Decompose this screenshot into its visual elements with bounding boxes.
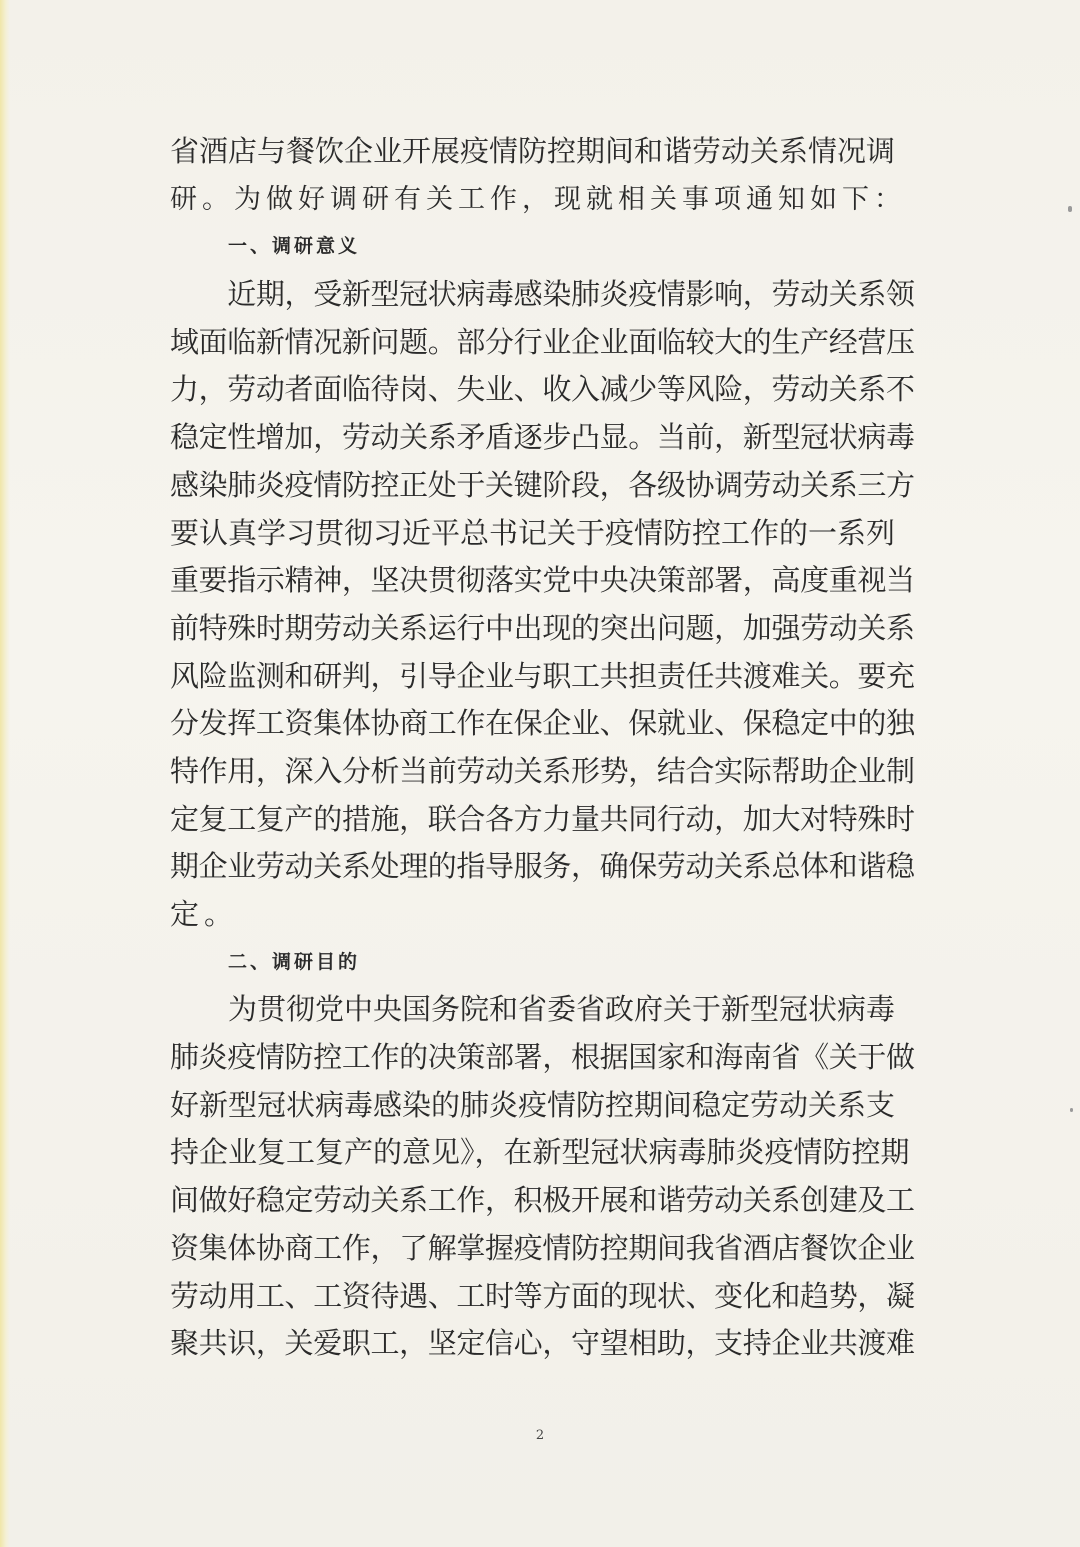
paragraph-line: 要认真学习贯彻习近平总书记关于疫情防控工作的一系列 bbox=[170, 515, 896, 550]
paragraph-line: 感染肺炎疫情防控正处于关键阶段，各级协调劳动关系三方 bbox=[170, 467, 915, 502]
paragraph-line: 力，劳动者面临待岗、失业、收入减少等风险，劳动关系不 bbox=[170, 372, 915, 407]
paragraph-line: 为贯彻党中央国务院和省委省政府关于新型冠状病毒 bbox=[170, 992, 896, 1027]
paragraph-line: 持企业复工复产的意见》，在新型冠状病毒肺炎疫情防控期 bbox=[170, 1135, 910, 1170]
paragraph-line: 肺炎疫情防控工作的决策部署，根据国家和海南省《关于做 bbox=[170, 1040, 915, 1075]
page-number: 2 bbox=[535, 1428, 545, 1443]
paragraph-line: 特作用，深入分析当前劳动关系形势，结合实际帮助企业制 bbox=[170, 753, 915, 788]
paragraph-line: 前特殊时期劳动关系运行中出现的突出问题，加强劳动关系 bbox=[170, 610, 915, 645]
paragraph-line: 劳动用工、工资待遇、工时等方面的现状、变化和趋势，凝 bbox=[170, 1278, 915, 1313]
paragraph-line: 分发挥工资集体协商工作在保企业、保就业、保稳定中的独 bbox=[170, 706, 915, 741]
paragraph-line: 好新型冠状病毒感染的肺炎疫情防控期间稳定劳动关系支 bbox=[170, 1087, 896, 1122]
paper-edge bbox=[0, 0, 10, 1547]
paragraph-line: 资集体协商工作，了解掌握疫情防控期间我省酒店餐饮企业 bbox=[170, 1230, 915, 1265]
paragraph-line: 研。为做好调研有关工作，现就相关事项通知如下： bbox=[170, 183, 906, 215]
paragraph-line: 定复工复产的措施，联合各方力量共同行动，加大对特殊时 bbox=[170, 801, 915, 836]
paragraph-line: 稳定性增加，劳动关系矛盾逐步凸显。当前，新型冠状病毒 bbox=[170, 420, 915, 455]
paragraph-line: 近期，受新型冠状病毒感染肺炎疫情影响，劳动关系领 bbox=[170, 277, 915, 312]
paragraph-line: 重要指示精神，坚决贯彻落实党中央决策部署，高度重视当 bbox=[170, 563, 915, 598]
paragraph-line: 间做好稳定劳动关系工作，积极开展和谐劳动关系创建及工 bbox=[170, 1183, 915, 1218]
paragraph-line: 省酒店与餐饮企业开展疫情防控期间和谐劳动关系情况调 bbox=[170, 134, 896, 168]
section-heading: 一、调研意义 bbox=[228, 235, 361, 258]
paragraph-line: 定。 bbox=[170, 897, 239, 931]
paragraph-line: 聚共识，关爱职工，坚定信心，守望相助，支持企业共渡难 bbox=[170, 1326, 915, 1361]
paragraph-line: 域面临新情况新问题。部分行业企业面临较大的生产经营压 bbox=[170, 324, 915, 359]
document-body bbox=[170, 128, 915, 1368]
paragraph-line: 风险监测和研判，引导企业与职工共担责任共渡难关。要充 bbox=[170, 658, 915, 693]
paragraph-line: 期企业劳动关系处理的指导服务，确保劳动关系总体和谐稳 bbox=[170, 849, 915, 884]
section-heading: 二、调研目的 bbox=[228, 950, 361, 973]
paper-speck bbox=[1068, 206, 1072, 212]
paper-speck bbox=[1070, 1108, 1073, 1112]
